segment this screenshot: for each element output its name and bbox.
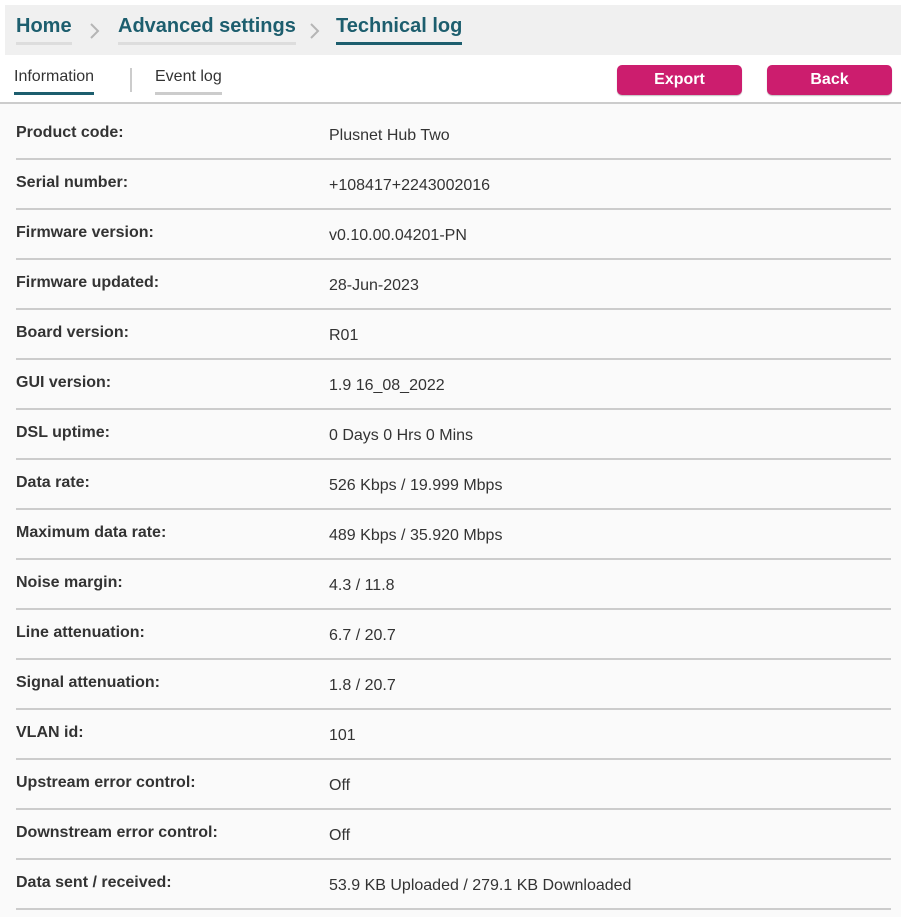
info-label: Board version:	[16, 324, 129, 341]
breadcrumb	[5, 5, 901, 55]
info-value: 6.7 / 20.7	[329, 627, 396, 644]
breadcrumb-home[interactable]: Home	[16, 15, 72, 45]
info-label: Data rate:	[16, 474, 90, 491]
info-row	[0, 304, 901, 354]
info-value: 1.8 / 20.7	[329, 677, 396, 694]
info-list	[0, 104, 901, 917]
info-value: 0 Days 0 Hrs 0 Mins	[329, 427, 474, 444]
tab-bar	[0, 56, 901, 104]
info-row	[0, 554, 901, 604]
info-label: Line attenuation:	[16, 624, 145, 641]
info-label: Data sent / received:	[16, 874, 172, 891]
info-value: 101	[329, 727, 356, 744]
info-value: 28-Jun-2023	[329, 277, 419, 294]
info-label: Product code:	[16, 124, 124, 141]
info-row	[0, 104, 901, 154]
info-row	[0, 704, 901, 754]
info-row	[0, 604, 901, 654]
info-value: 53.9 KB Uploaded / 279.1 KB Downloaded	[329, 877, 632, 894]
info-row	[0, 404, 901, 454]
info-value: 1.9 16_08_2022	[329, 377, 445, 394]
tab-separator	[130, 68, 132, 92]
info-label: Firmware updated:	[16, 274, 160, 291]
info-label: GUI version:	[16, 374, 112, 391]
info-value: 526 Kbps / 19.999 Mbps	[329, 477, 503, 494]
tab-information[interactable]: Information	[14, 68, 94, 95]
info-row	[0, 204, 901, 254]
info-value: 489 Kbps / 35.920 Mbps	[329, 527, 503, 544]
info-label: VLAN id:	[16, 724, 84, 741]
breadcrumb-advanced-settings[interactable]: Advanced settings	[118, 15, 296, 45]
info-value: Off	[329, 777, 351, 794]
tab-event-log[interactable]: Event log	[155, 68, 222, 95]
info-label: DSL uptime:	[16, 424, 110, 441]
info-row	[0, 804, 901, 854]
info-label: Signal attenuation:	[16, 674, 160, 691]
info-row	[0, 854, 901, 904]
info-value: Plusnet Hub Two	[329, 127, 450, 144]
info-row	[0, 154, 901, 204]
info-label: Maximum data rate:	[16, 524, 167, 541]
info-row	[0, 504, 901, 554]
info-label: Firmware version:	[16, 224, 154, 241]
back-button[interactable]: Back	[767, 65, 892, 95]
export-button[interactable]: Export	[617, 65, 742, 95]
info-row	[0, 454, 901, 504]
info-value: 4.3 / 11.8	[329, 577, 395, 594]
row-divider	[16, 908, 891, 910]
info-value: v0.10.00.04201-PN	[329, 227, 467, 244]
info-value: Off	[329, 827, 351, 844]
info-row	[0, 254, 901, 304]
chevron-right-icon	[85, 19, 105, 43]
info-label: Upstream error control:	[16, 774, 196, 791]
info-row	[0, 654, 901, 704]
info-value: R01	[329, 327, 359, 344]
info-row	[0, 354, 901, 404]
breadcrumb-technical-log[interactable]: Technical log	[336, 15, 462, 45]
info-label: Downstream error control:	[16, 824, 218, 841]
info-label: Serial number:	[16, 174, 129, 191]
info-row	[0, 754, 901, 804]
info-label: Noise margin:	[16, 574, 123, 591]
chevron-right-icon	[305, 19, 325, 43]
info-value: +108417+2243002016	[329, 177, 491, 194]
